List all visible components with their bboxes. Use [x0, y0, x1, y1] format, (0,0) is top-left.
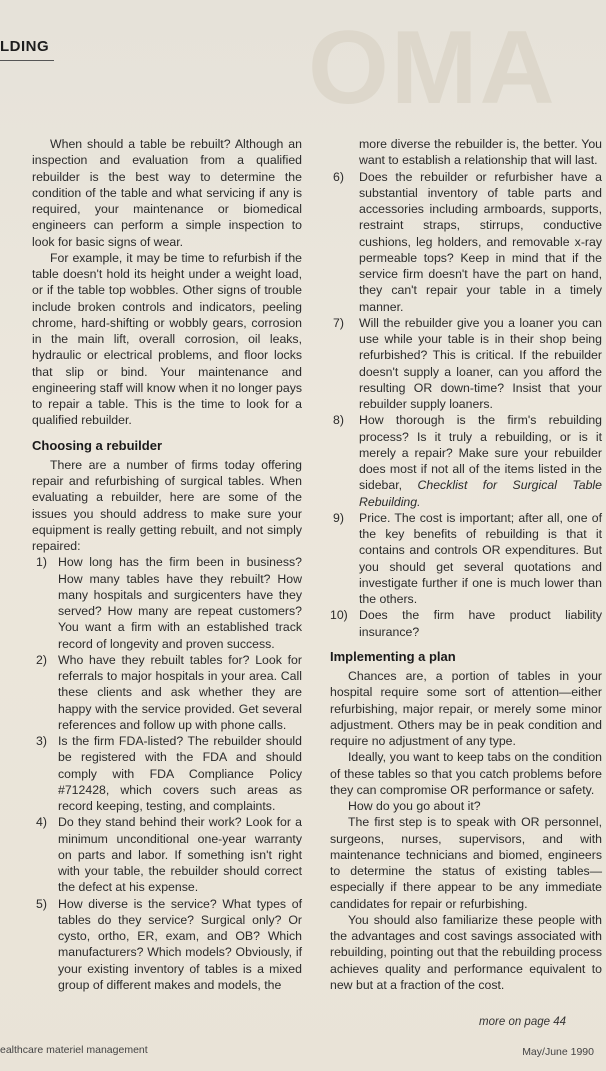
list-text: How diverse is the service? What types of tables do they service? Surgical only? Or cysto, ortho, ER, exam, and OB? Which manufacturers? Which models? Obviously, if your existing inventory of tables is a mixed group of different makes and models, the [58, 896, 302, 992]
left-column [32, 136, 302, 993]
list-number: 6) [333, 169, 344, 184]
list-item [32, 896, 302, 994]
list-item [32, 814, 302, 895]
body-paragraph: You should also familiarize these people with the advantages and cost savings associated with rebuilding, pointing out that the rebuilding process achieves quality and performance equivalent to new but at a fraction of the cost. [330, 912, 602, 992]
body-paragraph: How do you go about it? [348, 799, 481, 813]
sidebar-reference: Checklist for Surgical Table Rebuilding. [359, 478, 602, 509]
issue-date: May/June 1990 [522, 1046, 594, 1058]
list-item [32, 554, 302, 652]
intro-paragraph: When should a table be rebuilt? Although an inspection and evaluation from a qualified rebuilder is the best way to determine the condition of the table and what servicing if any is required, your maintenance or biomedical engineers can perform a simple inspection to look for basic signs of wear. [32, 137, 302, 249]
list-item [330, 607, 602, 640]
list-item [32, 733, 302, 814]
list-item [330, 510, 602, 608]
right-column [330, 136, 602, 993]
list-item [330, 169, 602, 315]
body-paragraph: Ideally, you want to keep tabs on the condition of these tables so that you catch problems before they can compromise OR performance or safety. [330, 750, 602, 797]
background-watermark: OMA [308, 10, 557, 126]
list-text: Is the firm FDA-listed? The rebuilder should be registered with the FDA and should comply with FDA Compliance Policy #712428, which covers such areas as record keeping, testing, and complaints. [58, 734, 302, 813]
list-text: Do they stand behind their work? Look for a minimum unconditional one-year warranty on parts and labor. If something isn't right with your table, the rebuilder should correct the defect at his expense. [58, 815, 302, 895]
continuation-text: more diverse the rebuilder is, the better. You want to establish a relationship that will last. [359, 137, 602, 168]
list-number: 10) [330, 608, 348, 623]
list-item [330, 315, 602, 413]
list-item [32, 652, 302, 733]
list-number: 9) [333, 510, 344, 525]
list-text: Price. The cost is important; after all, one of the key benefits of rebuilding is that it contains and controls OR expenditures. But you should get several quotations and investigate further if one is much lower than the others. [359, 510, 602, 606]
list-number: 8) [333, 413, 344, 428]
list-text: Will the rebuilder give you a loaner you can use while your table is in their shop being refurbished? This is critical. If the rebuilder doesn't supply a loaner, can you afford the resulting OR down-time? Insist that your rebuilder supply loaners. [359, 315, 602, 411]
header-divider [0, 60, 54, 61]
list-number: 5) [36, 896, 47, 911]
continuation-note: more on page 44 [479, 1016, 566, 1028]
list-number: 7) [333, 315, 344, 330]
publication-name: ealthcare materiel management [0, 1044, 148, 1056]
body-paragraph: The first step is to speak with OR personnel, surgeons, nurses, supervisors, and with maintenance technicians and biomed, engineers to determine the status of existing tables—especially if there appear to be any immediate candidates for repair or refurbishing. [330, 815, 602, 911]
list-text: Does the rebuilder or refurbisher have a substantial inventory of table parts and accessories including armboards, supports, restraint straps, stirrups, conductive cushions, leg holders, and removable x-ray permeable tops? Keep in mind that if the service firm doesn't have the part on hand, they can't repair your table in a timely manner. [359, 169, 602, 314]
list-text [359, 412, 602, 510]
section-heading-choosing: Choosing a rebuilder [32, 437, 163, 453]
section-header: LDING [0, 38, 50, 55]
signs-paragraph: For example, it may be time to refurbish if the table doesn't hold its height under a weight load, or if the table top wobbles. Other signs of trouble include broken controls and indicators, peeling chrome, hard-shifting or wobbly gears, corrosion in the main lift, overall corrosion, oil leaks, hydraulic or electrical problems, and floor locks that slip or bind. Your maintenance and engineering staff will know when it no longer pays to repair a table. This is the time to look for a qualified rebuilder. [32, 250, 302, 428]
choosing-paragraph: There are a number of firms today offering repair and refurbishing of surgical tables. When evaluating a rebuilder, here are some of the issues you should address to make sure your equipment is really getting rebuilt, and not simply repaired: [32, 457, 302, 553]
list-text: How long has the firm been in business? How many tables have they rebuilt? How many hospitals and surgicenters have they served? How many are repeat customers? You want a firm with an established track record of longevity and proven success. [58, 555, 302, 651]
list-item [330, 412, 602, 510]
list-text: Who have they rebuilt tables for? Look for referrals to major hospitals in your area. Call these clients and ask whether they are happy with the service provided. Get several references and follow up with phone calls. [58, 652, 302, 732]
section-heading-implementing: Implementing a plan [330, 648, 456, 664]
list-number: 2) [36, 652, 47, 667]
list-number: 4) [36, 815, 47, 830]
list-number: 3) [36, 734, 47, 748]
list-number: 1) [36, 555, 47, 570]
list-text-body: How thorough is the firm's rebuilding process? Is it truly a rebuilding, or is it merely a repair? Make sure your rebuilder does most if not all of the items listed in the sidebar, [359, 413, 602, 493]
body-paragraph: Chances are, a portion of tables in your hospital require some sort of attention—either refurbishing, major repair, or merely some minor adjustment. Others may be in peak condition and require no adjustment of any type. [330, 669, 602, 748]
list-text: Does the firm have product liability insurance? [359, 608, 602, 639]
